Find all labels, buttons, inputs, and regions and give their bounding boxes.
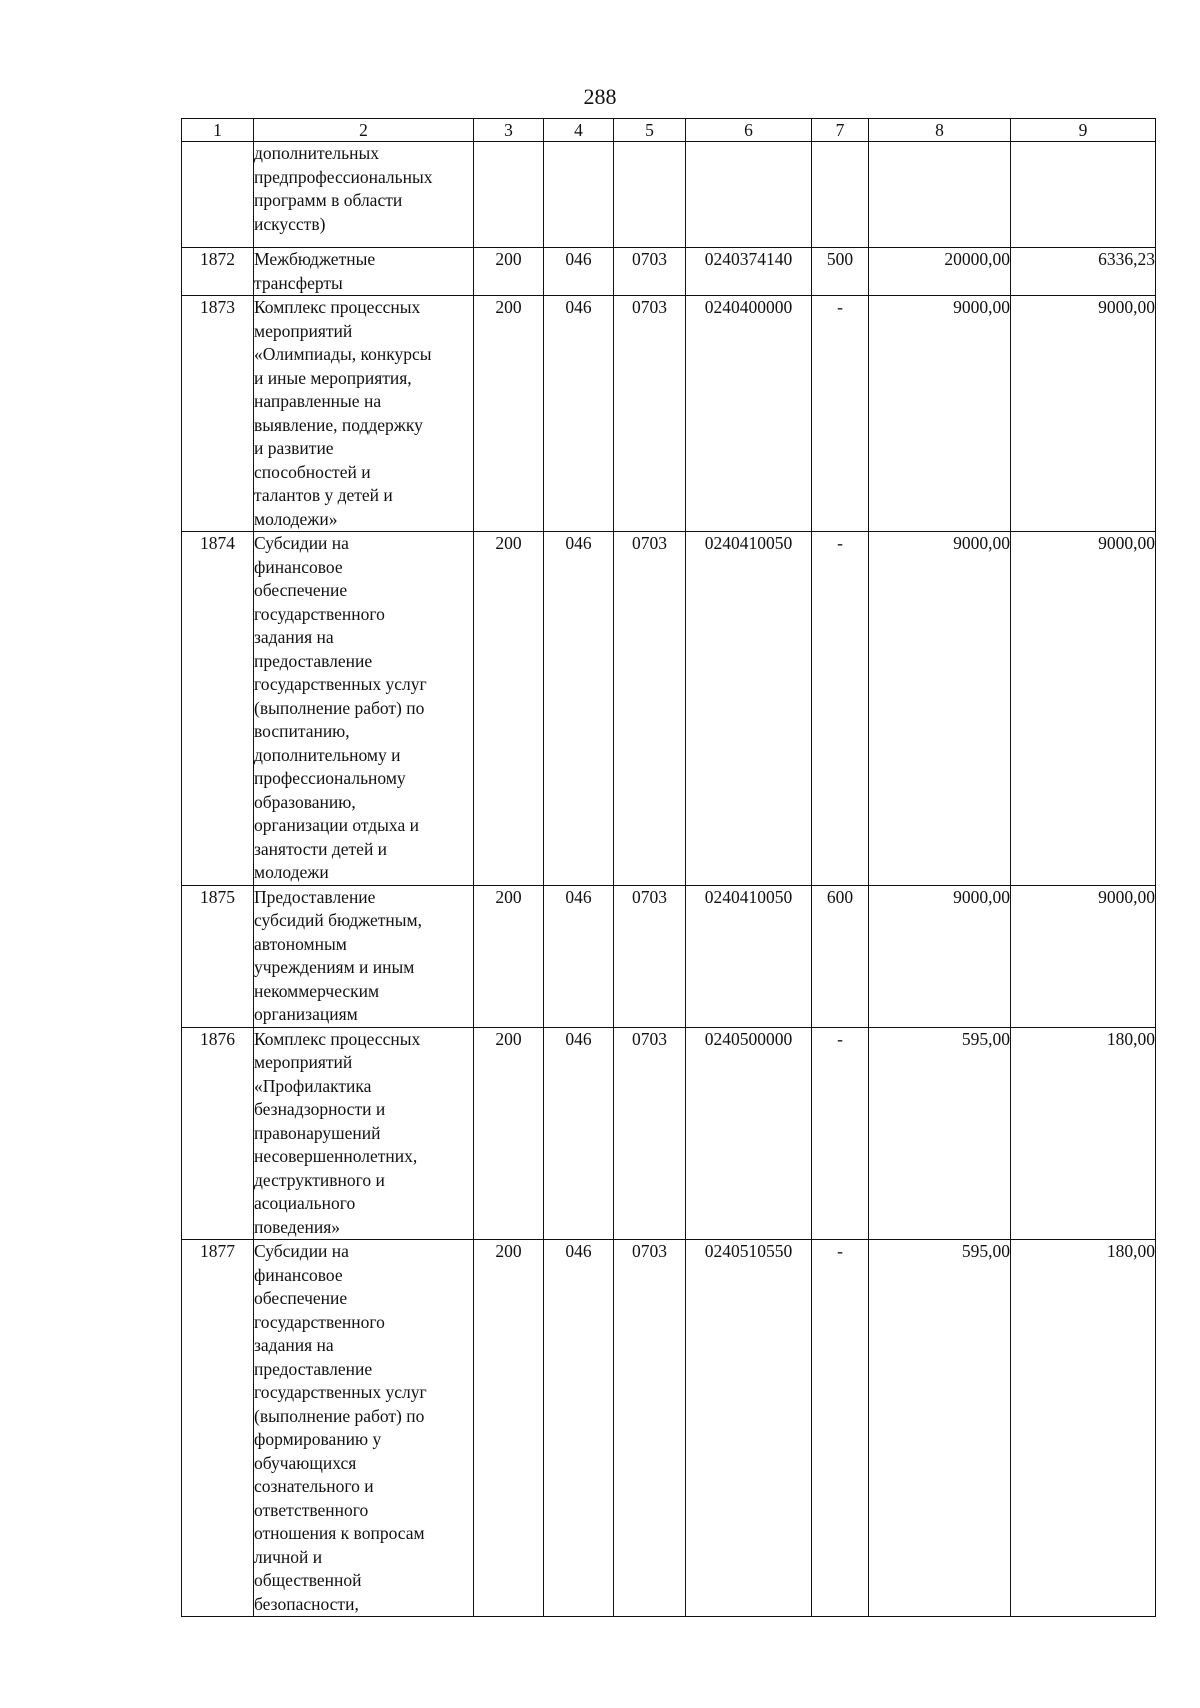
table-row — [182, 1240, 1156, 1617]
table-row — [182, 532, 1156, 886]
column-header: 5 — [614, 119, 686, 142]
name-line: образованию, — [254, 791, 356, 812]
section-code-cell: 0703 — [614, 885, 686, 1027]
name-line: несовершеннолетних, — [254, 1146, 418, 1166]
name-line: способностей и — [254, 461, 371, 482]
expense-type-cell: - — [812, 532, 869, 886]
ministry-code-cell: 046 — [544, 1240, 614, 1617]
target-code-cell: 0240400000 — [686, 296, 812, 532]
name-line: Субсидии на — [254, 533, 349, 553]
name-line: общественной — [254, 1570, 362, 1590]
name-line: правонарушений — [254, 1122, 381, 1143]
table-row — [182, 885, 1156, 1027]
ministry-code-cell: 046 — [544, 885, 614, 1027]
row-number-cell: 1875 — [182, 885, 254, 1027]
admin-code-cell — [474, 142, 544, 248]
name-line: обучающихся — [254, 1452, 357, 1473]
table-row — [182, 1027, 1156, 1240]
table-row — [182, 296, 1156, 532]
name-line: трансферты — [254, 272, 343, 293]
amount-cell: 9000,00 — [1011, 885, 1156, 1027]
name-line: организациям — [254, 1004, 358, 1024]
target-code-cell: 0240500000 — [686, 1027, 812, 1240]
name-line: предоставление — [254, 1358, 373, 1379]
amount-cell: 9000,00 — [869, 532, 1011, 886]
section-code-cell: 0703 — [614, 248, 686, 296]
column-header: 4 — [544, 119, 614, 142]
name-line: обеспечение — [254, 1288, 348, 1308]
name-line: поведения» — [254, 1216, 341, 1237]
name-line: Комплекс процессных — [254, 1028, 421, 1049]
name-line: мероприятий — [254, 1052, 353, 1072]
page-number: 288 — [583, 84, 617, 109]
name-line: задания на — [254, 1335, 334, 1355]
name-line: дополнительному и — [254, 744, 401, 765]
target-code-cell — [686, 142, 812, 248]
target-code-cell: 0240510550 — [686, 1240, 812, 1617]
name-line: воспитанию, — [254, 721, 350, 741]
table-body — [182, 142, 1156, 1617]
name-line: мероприятий — [254, 320, 353, 341]
row-number-cell: 1876 — [182, 1027, 254, 1240]
name-line: (выполнение работ) по — [254, 697, 425, 718]
name-line: обеспечение — [254, 580, 348, 600]
name-line: выявление, поддержку — [254, 414, 423, 435]
row-name-cell — [254, 532, 474, 886]
name-line: молодежи» — [254, 508, 338, 529]
expense-type-cell: - — [812, 1027, 869, 1240]
name-line: ответственного — [254, 1499, 369, 1520]
name-line: организации отдыха и — [254, 815, 419, 835]
amount-cell: 9000,00 — [869, 885, 1011, 1027]
admin-code-cell: 200 — [474, 296, 544, 532]
name-line: занятости детей и — [254, 838, 388, 859]
name-line: программ в области — [254, 190, 403, 210]
name-line: Предоставление — [254, 886, 376, 907]
name-line: субсидий бюджетным, — [254, 910, 422, 930]
target-code-cell: 0240374140 — [686, 248, 812, 296]
name-line: личной и — [254, 1546, 323, 1567]
column-header: 2 — [254, 119, 474, 142]
admin-code-cell: 200 — [474, 1240, 544, 1617]
column-header: 1 — [182, 119, 254, 142]
amount-cell: 9000,00 — [1011, 532, 1156, 886]
name-line: учреждениям и иным — [254, 957, 415, 977]
ministry-code-cell: 046 — [544, 532, 614, 886]
expense-type-cell: 500 — [812, 248, 869, 296]
table-row — [182, 142, 1156, 248]
name-line: финансовое — [254, 1264, 343, 1285]
name-line: финансовое — [254, 556, 343, 577]
section-code-cell — [614, 142, 686, 248]
table-row — [182, 248, 1156, 296]
admin-code-cell: 200 — [474, 1027, 544, 1240]
name-line: безнадзорности и — [254, 1099, 386, 1119]
row-name-cell — [254, 1027, 474, 1240]
row-name-cell — [254, 885, 474, 1027]
name-line: направленные на — [254, 391, 382, 411]
amount-cell: 180,00 — [1011, 1240, 1156, 1617]
name-line: Субсидии на — [254, 1241, 349, 1261]
row-number-cell: 1877 — [182, 1240, 254, 1617]
expense-type-cell: 600 — [812, 885, 869, 1027]
section-code-cell: 0703 — [614, 296, 686, 532]
row-number-cell: 1872 — [182, 248, 254, 296]
ministry-code-cell: 046 — [544, 296, 614, 532]
section-code-cell: 0703 — [614, 1240, 686, 1617]
column-header: 7 — [812, 119, 869, 142]
name-line: искусств) — [254, 213, 326, 234]
admin-code-cell: 200 — [474, 248, 544, 296]
row-number-cell: 1874 — [182, 532, 254, 886]
ministry-code-cell — [544, 142, 614, 248]
name-line: молодежи — [254, 862, 329, 882]
name-line: некоммерческим — [254, 980, 380, 1001]
budget-table — [181, 118, 1156, 1617]
column-header: 9 — [1011, 119, 1156, 142]
amount-cell: 9000,00 — [869, 296, 1011, 532]
name-line: Межбюджетные — [254, 249, 376, 269]
amount-cell — [869, 142, 1011, 248]
name-line: профессиональному — [254, 768, 406, 788]
section-code-cell: 0703 — [614, 532, 686, 886]
amount-cell — [1011, 142, 1156, 248]
target-code-cell: 0240410050 — [686, 532, 812, 886]
name-line: дополнительных — [254, 143, 380, 163]
admin-code-cell: 200 — [474, 532, 544, 886]
amount-cell: 6336,23 — [1011, 248, 1156, 296]
name-line: «Олимпиады, конкурсы — [254, 344, 432, 364]
name-line: государственных услуг — [254, 674, 427, 694]
row-name-cell — [254, 142, 474, 248]
name-line: государственного — [254, 1311, 385, 1332]
name-line: предпрофессиональных — [254, 166, 433, 187]
expense-type-cell: - — [812, 1240, 869, 1617]
column-header: 8 — [869, 119, 1011, 142]
name-line: автономным — [254, 933, 347, 954]
name-line: талантов у детей и — [254, 485, 393, 505]
admin-code-cell: 200 — [474, 885, 544, 1027]
amount-cell: 595,00 — [869, 1240, 1011, 1617]
name-line: и иные мероприятия, — [254, 367, 412, 388]
amount-cell: 595,00 — [869, 1027, 1011, 1240]
name-line: формированию у — [254, 1429, 382, 1449]
expense-type-cell — [812, 142, 869, 248]
row-name-cell — [254, 1240, 474, 1617]
name-line: «Профилактика — [254, 1075, 372, 1096]
ministry-code-cell: 046 — [544, 1027, 614, 1240]
column-header: 6 — [686, 119, 812, 142]
amount-cell: 9000,00 — [1011, 296, 1156, 532]
name-line: предоставление — [254, 650, 373, 671]
name-line: и развитие — [254, 438, 334, 458]
header-row — [182, 119, 1156, 142]
expense-type-cell: - — [812, 296, 869, 532]
amount-cell: 180,00 — [1011, 1027, 1156, 1240]
row-name-cell — [254, 248, 474, 296]
row-number-cell — [182, 142, 254, 248]
target-code-cell: 0240410050 — [686, 885, 812, 1027]
name-line: безопасности, — [254, 1593, 359, 1614]
name-line: асоциального — [254, 1193, 356, 1213]
name-line: (выполнение работ) по — [254, 1405, 425, 1426]
name-line: государственных услуг — [254, 1382, 427, 1402]
name-line: государственного — [254, 603, 385, 624]
column-header: 3 — [474, 119, 544, 142]
name-line: задания на — [254, 627, 334, 647]
row-number-cell: 1873 — [182, 296, 254, 532]
name-line: отношения к вопросам — [254, 1523, 425, 1543]
name-line: Комплекс процессных — [254, 297, 421, 317]
ministry-code-cell: 046 — [544, 248, 614, 296]
amount-cell: 20000,00 — [869, 248, 1011, 296]
name-line: деструктивного и — [254, 1169, 385, 1190]
name-line: сознательного и — [254, 1476, 374, 1496]
section-code-cell: 0703 — [614, 1027, 686, 1240]
row-name-cell — [254, 296, 474, 532]
